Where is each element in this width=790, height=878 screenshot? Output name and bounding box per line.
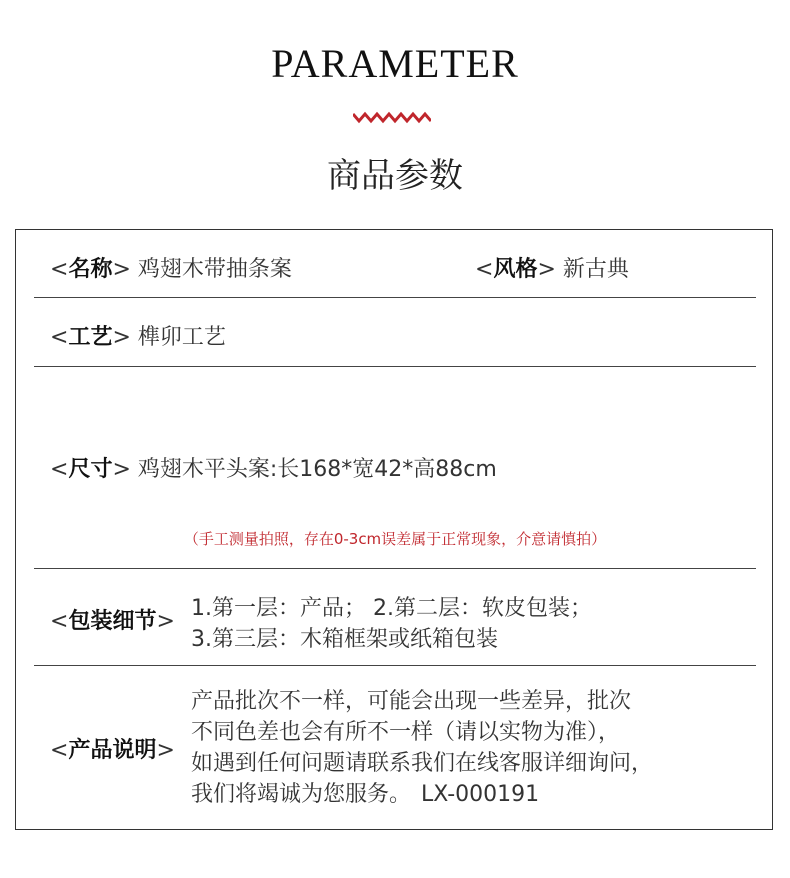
description-line-1: 产品批次不一样，可能会出现一些差异，批次 [191, 689, 632, 714]
packaging-label-wrap: <包装细节> [50, 608, 175, 634]
craft-label: 工艺 [68, 324, 113, 350]
page-title-english: PARAMETER [271, 41, 519, 86]
description-line-4: 我们将竭诚为您服务。 [191, 782, 412, 807]
style-value: 新古典 [562, 257, 629, 282]
zigzag-divider-icon [353, 110, 431, 124]
packaging-label: 包装细节 [68, 608, 157, 634]
divider [34, 665, 756, 666]
name-row: <名称> 鸡翅木带抽条案 [50, 256, 292, 282]
description-line-4-wrap [191, 779, 751, 810]
style-label: 风格 [493, 256, 538, 282]
packaging-line-1: 1.第一层：产品； 2.第二层：软皮包装； [191, 596, 592, 621]
page-title-chinese: 商品参数 [327, 156, 463, 196]
craft-row: <工艺> 榫卯工艺 [50, 324, 226, 350]
divider [34, 366, 756, 367]
size-note: （手工测量拍照，存在0-3cm误差属于正常现象，介意请慎拍） [183, 530, 607, 548]
craft-value: 榫卯工艺 [137, 325, 226, 350]
description-line-3: 如遇到任何问题请联系我们在线客服详细询问， [191, 751, 654, 776]
product-code: LX-000191 [421, 782, 540, 807]
size-label: 尺寸 [68, 456, 113, 482]
divider [34, 297, 756, 298]
description-label-wrap: <产品说明> [50, 737, 175, 763]
packaging-line-2: 3.第三层：木箱框架或纸箱包装 [191, 627, 498, 652]
size-value: 鸡翅木平头案:长168*宽42*高88cm [137, 457, 497, 482]
name-label: 名称 [68, 256, 113, 282]
description-label: 产品说明 [68, 737, 157, 763]
description-line-2: 不同色差也会有所不一样（请以实物为准）， [191, 720, 621, 745]
description-text [191, 686, 751, 810]
name-value: 鸡翅木带抽条案 [137, 257, 292, 282]
style-row: <风格> 新古典 [475, 256, 629, 282]
size-row: <尺寸> 鸡翅木平头案:长168*宽42*高88cm [50, 456, 497, 482]
divider [34, 568, 756, 569]
